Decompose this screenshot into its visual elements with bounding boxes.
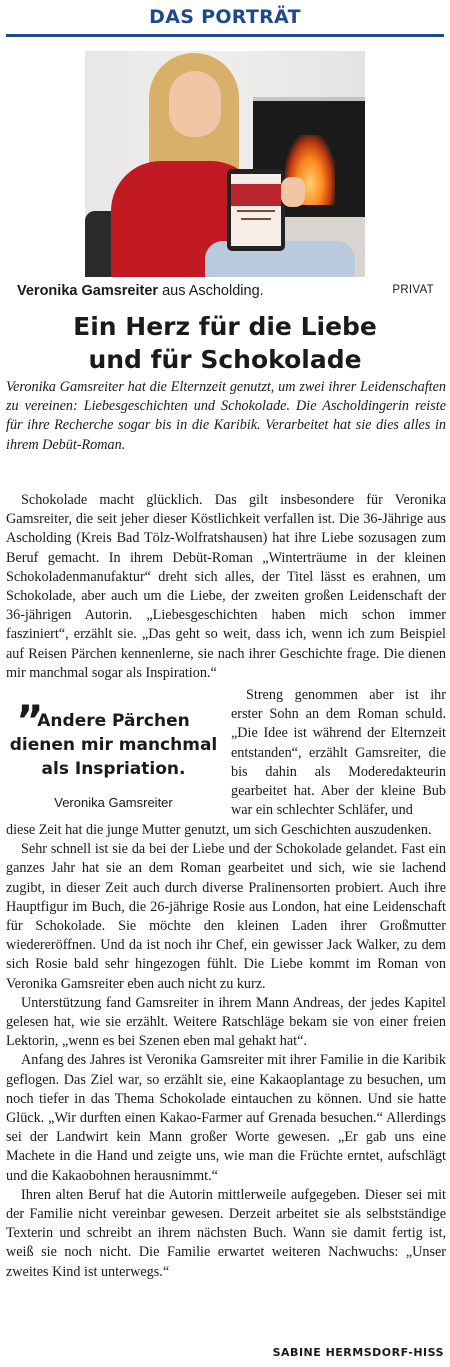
face: [169, 71, 221, 137]
hand: [281, 177, 305, 207]
headline: [8, 310, 442, 376]
portrait-photo: [85, 51, 365, 277]
section-rubric: DAS PORTRÄT: [149, 6, 301, 28]
paragraph-1: Schokolade macht glücklich. Das gilt insbesondere für Veronika Gamsreiter, die seit jeher dieser Köstlichkeit verfallen ist. Die 36-Jährige aus Ascholding (Kreis Bad Tölz-Wolfratshausen) hat ihre Liebe sozusagen zum Beruf gemacht. In ihrem Debüt-Roman „Winterträume in der kleinen Schokoladenmanufaktur“ dreht sich alles, der Titel lässt es erahnen, um Schokolade, aber auch um die Liebe, der zweiten großen Leidenschaft der 36-jährigen Autorin. „Liebesgeschichten haben mich schon immer fasziniert“, erzählt sie. „Das geht so weit, dass ich, wenn ich zum Beispiel auf Reisen Pärchen kennenlerne, sie nach ihrer Geschichte frage. Die dienen mir manchmal sogar als Inspiration.“: [6, 492, 446, 681]
tablet-screen-book-cover: [231, 174, 281, 246]
paragraph-5: Anfang des Jahres ist Veronika Gamsreiter mit ihrer Familie in die Karibik geflogen. Das Ziel war, so erzählt sie, eine Kakaoplantage zu besuchen, um noch tiefer in das Thema Schokolade eintauchen zu können. Und sie hatte Glück. „Wir durften einen Kakao-Farmer auf Grenada besuchen.“ Allerdings sei der Landwirt kein Mann großer Worte gewesen. „Er gab uns eine Machete in die Hand und zeigte uns, wie man die Früchte erntet, aufschlägt und die Kakaobohnen herausnimmt.“: [6, 1052, 446, 1184]
headline-line-1: Ein Herz für die Liebe: [73, 312, 377, 341]
quote-text: Andere Pärchen dienen mir manchmal als Inspriation.: [9, 711, 218, 779]
photo-caption: [17, 281, 437, 301]
caption-rest: aus Ascholding.: [158, 283, 264, 299]
author-byline: SABINE HERMSDORF-HISS: [267, 1346, 444, 1359]
lede: Veronika Gamsreiter hat die Elternzeit genutzt, um zwei ihrer Leidenschaften zu vereinen: Liebesgeschichten und Schokolade. Die Ascholdingerin reiste für ihre Recherche sogar bis in die Karibik. Verarbeitet hat sie dies alles in ihrem Debüt-Roman.: [6, 379, 446, 453]
quote-mark-icon: ”: [16, 696, 40, 745]
paragraph-4: Unterstützung fand Gamsreiter in ihrem Mann Andreas, der jedes Kapitel gelesen hat, wie sie erzählt. Weitere Ratschläge bekam sie von einer freien Lektorin, „wenn es bei Szenen eben mal gehakt hat“.: [6, 994, 446, 1050]
headline-line-2: und für Schokolade: [88, 345, 362, 374]
paragraph-2-end: diese Zeit hat die junge Mutter genutzt, um sich Geschichten auszudenken.: [6, 822, 432, 838]
article-body-top: [6, 491, 446, 683]
article-body-rest: [6, 821, 446, 1282]
caption-name: Veronika Gamsreiter: [17, 283, 159, 299]
paragraph-6: Ihren alten Beruf hat die Autorin mittlerweile aufgegeben. Dieser sei mit der Familie nicht vereinbar gewesen. Derzeit arbeitet sie als selbstständige Texterin und schreibt an ihrem nächsten Buch. Wann sie damit fertig ist, weiß sie noch nicht. Die Familie erwartet weiteren Nachwuchs: „Unser zweites Kind ist unterwegs.“: [6, 1186, 446, 1280]
paragraph-3: Sehr schnell ist sie da bei der Liebe und der Schokolade gelandet. Fast ein ganzes Jahr hat sie an dem Roman gearbeitet und sich, wie sie lachend zugibt, in dieser Zeit auch durch diverse Pralinensorten probiert. Auch ihre Hauptfigur im Buch, die 26-jährige Rosie aus London, hat eine Leidenschaft für Schokolade. Sie möchte den kleinen Laden ihrer Großmutter wiedereröffnen. Und da ist noch ihr Chef, ein gewisser Jack Walker, zu dem sich Rosie bald sehr hingezogen fühlt. Die Liebe kommt im Roman von Veronika Gamsreiter eben auch nicht zu kurz.: [6, 841, 446, 992]
quote-author: Veronika Gamsreiter: [54, 795, 173, 810]
article-body-narrow: [231, 686, 446, 820]
pull-quote: [6, 696, 221, 810]
rubric-divider: [6, 34, 444, 37]
photo-credit: PRIVAT: [392, 284, 434, 296]
paragraph-2-start: Streng genommen aber ist ihr erster Sohn an dem Roman schuld. „Die Idee ist während der Elternzeit entstanden“, erzählt Gamsreiter, die bis dahin als Moderedakteurin gearbeitet hat. Aber der kleine Bub war ein schlechter Schläfer, und: [231, 687, 446, 819]
